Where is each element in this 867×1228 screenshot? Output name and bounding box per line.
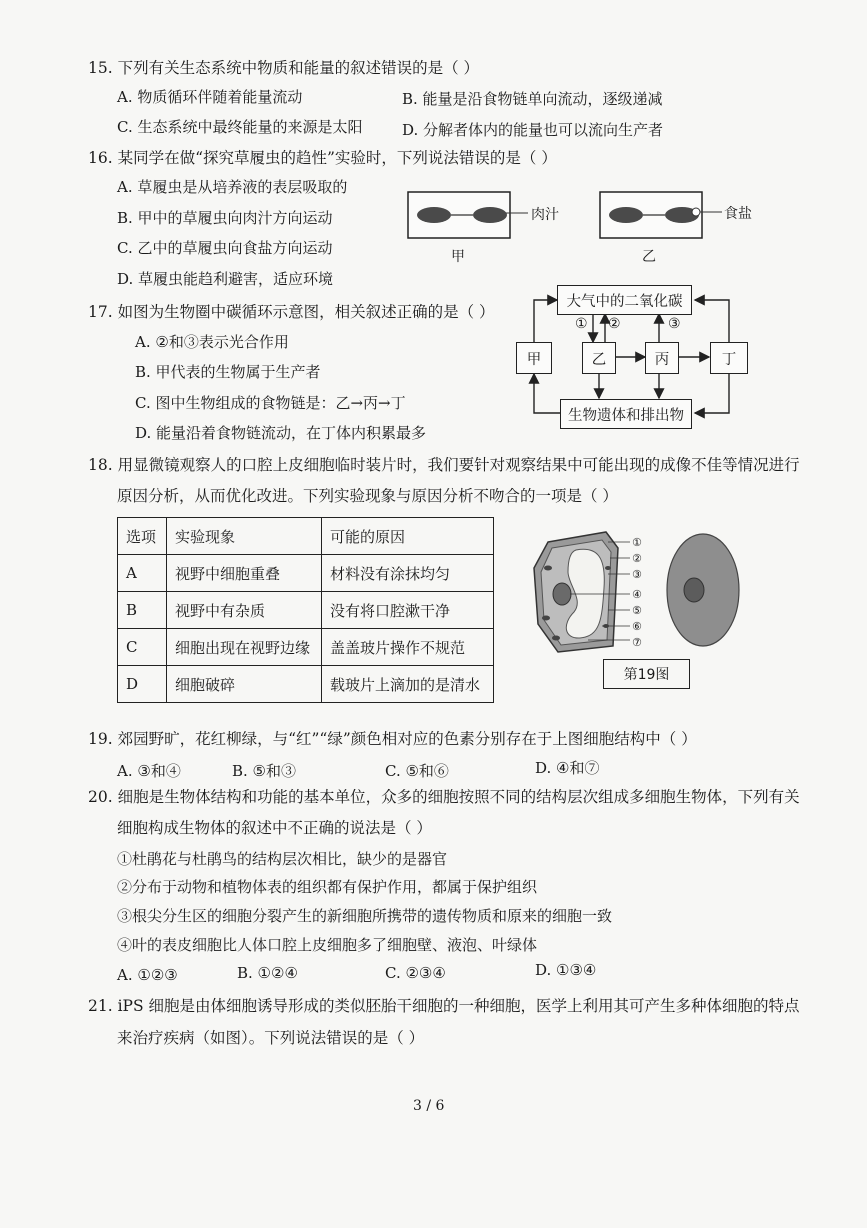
q17-option-b: B. 甲代表的生物属于生产者 bbox=[135, 363, 321, 381]
q18-stem-line2: 原因分析，从而优化改进。下列实验现象与原因分析不吻合的一项是（ ） bbox=[117, 487, 618, 505]
table-header-cell: 实验现象 bbox=[167, 518, 322, 555]
node-atmospheric-co2: 大气中的二氧化碳 bbox=[557, 285, 692, 315]
table-cell: C bbox=[118, 629, 167, 666]
arrow-label-1: ① bbox=[575, 316, 588, 332]
q16-option-b: B. 甲中的草履虫向肉汁方向运动 bbox=[117, 209, 333, 227]
q21-stem-line2: 来治疗疾病（如图）。下列说法错误的是（ ） bbox=[117, 1029, 425, 1047]
caption-yi: 乙 bbox=[642, 249, 656, 265]
q16-option-a: A. 草履虫是从培养液的表层吸取的 bbox=[117, 178, 348, 196]
q16-option-d: D. 草履虫能趋利避害，适应环境 bbox=[117, 270, 334, 288]
table-row bbox=[118, 555, 494, 592]
q16-option-c: C. 乙中的草履虫向食盐方向运动 bbox=[117, 239, 333, 257]
q16-stem: 16. 某同学在做“探究草履虫的趋性”实验时，下列说法错误的是（ ） bbox=[88, 149, 557, 167]
table-cell: 细胞破碎 bbox=[167, 666, 322, 703]
fig19-label: ⑦ bbox=[632, 636, 642, 649]
q19-option-b: B. ⑤和③ bbox=[232, 762, 297, 780]
q17-stem: 17. 如图为生物圈中碳循环示意图，相关叙述正确的是（ ） bbox=[88, 303, 495, 321]
q17-option-d: D. 能量沿着食物链流动，在丁体内积累最多 bbox=[135, 424, 427, 442]
q17-option-a: A. ②和③表示光合作用 bbox=[135, 333, 289, 351]
q18-table bbox=[117, 517, 494, 703]
table-header-row bbox=[118, 518, 494, 555]
table-cell: A bbox=[118, 555, 167, 592]
q20-statement-3: ③根尖分生区的细胞分裂产生的新细胞所携带的遗传物质和原来的细胞一致 bbox=[117, 907, 613, 925]
q19-option-c: C. ⑤和⑥ bbox=[385, 762, 449, 780]
arrow-label-2: ② bbox=[608, 316, 621, 332]
table-cell: 视野中有杂质 bbox=[167, 592, 322, 629]
q15-option-c: C. 生态系统中最终能量的来源是太阳 bbox=[117, 118, 363, 136]
table-cell: 细胞出现在视野边缘 bbox=[167, 629, 322, 666]
caption-jia: 甲 bbox=[451, 249, 465, 265]
table-cell: 没有将口腔漱干净 bbox=[322, 592, 494, 629]
fig19-label: ④ bbox=[632, 588, 642, 601]
table-cell: 盖盖玻片操作不规范 bbox=[322, 629, 494, 666]
node-ding: 丁 bbox=[710, 342, 748, 374]
q15-option-b: B. 能量是沿食物链单向流动，逐级递减 bbox=[402, 90, 663, 108]
q21-stem-line1: 21. iPS 细胞是由体细胞诱导形成的类似胚胎干细胞的一种细胞，医学上利用其可产生多种体细胞的特点 bbox=[88, 997, 800, 1015]
fig19-label: ① bbox=[632, 536, 642, 549]
table-cell: 材料没有涂抹均匀 bbox=[322, 555, 494, 592]
q18-stem-line1: 18. 用显微镜观察人的口腔上皮细胞临时装片时，我们要针对观察结果中可能出现的成像不佳等情况进行 bbox=[88, 456, 800, 474]
animal-cell-nucleus bbox=[684, 578, 704, 602]
q15-stem: 15. 下列有关生态系统中物质和能量的叙述错误的是（ ） bbox=[88, 59, 480, 77]
q20-option-d: D. ①③④ bbox=[535, 961, 597, 979]
q20-stem-line1: 20. 细胞是生物体结构和功能的基本单位，众多的细胞按照不同的结构层次组成多细胞生物体，下列有关 bbox=[88, 788, 800, 806]
fig19-cells bbox=[528, 528, 758, 658]
table-header-cell: 可能的原因 bbox=[322, 518, 494, 555]
node-bing: 丙 bbox=[645, 342, 679, 374]
q17-option-c: C. 图中生物组成的食物链是：乙→丙→丁 bbox=[135, 394, 406, 412]
table-cell: B bbox=[118, 592, 167, 629]
table-header-cell: 选项 bbox=[118, 518, 167, 555]
q15-option-a: A. 物质循环伴随着能量流动 bbox=[117, 88, 303, 106]
table-row bbox=[118, 666, 494, 703]
q20-statement-4: ④叶的表皮细胞比人体口腔上皮细胞多了细胞壁、液泡、叶绿体 bbox=[117, 936, 538, 954]
fig19-caption: 第19图 bbox=[603, 659, 690, 689]
table-cell: 载玻片上滴加的是清水 bbox=[322, 666, 494, 703]
table-cell: D bbox=[118, 666, 167, 703]
fig19-label: ③ bbox=[632, 568, 642, 581]
table-row bbox=[118, 629, 494, 666]
salt-crystal bbox=[692, 208, 700, 216]
drop-left-yi bbox=[609, 207, 643, 223]
drop-right-jia bbox=[473, 207, 507, 223]
q20-statement-2: ②分布于动物和植物体表的组织都有保护作用，都属于保护组织 bbox=[117, 878, 538, 896]
label-meat-juice: 肉汁 bbox=[531, 207, 559, 223]
q20-option-b: B. ①②④ bbox=[237, 964, 298, 982]
q19-stem: 19. 郊园野旷，花红柳绿，与“红”“绿”颜色相对应的色素分别存在于上图细胞结构中（ ） bbox=[88, 730, 697, 748]
node-yi: 乙 bbox=[582, 342, 616, 374]
fig19-label: ⑤ bbox=[632, 604, 642, 617]
q20-option-a: A. ①②③ bbox=[117, 966, 178, 984]
plant-cell-nucleus bbox=[553, 583, 571, 605]
drop-left-jia bbox=[417, 207, 451, 223]
node-jia: 甲 bbox=[516, 342, 552, 374]
fig19-label: ⑥ bbox=[632, 620, 642, 633]
q20-option-c: C. ②③④ bbox=[385, 964, 446, 982]
table-row bbox=[118, 592, 494, 629]
fig19-label: ② bbox=[632, 552, 642, 565]
q19-option-d: D. ④和⑦ bbox=[535, 759, 600, 777]
q20-stem-line2: 细胞构成生物体的叙述中不正确的说法是（ ） bbox=[117, 819, 432, 837]
page-number: 3 / 6 bbox=[413, 1098, 445, 1114]
table-cell: 视野中细胞重叠 bbox=[167, 555, 322, 592]
fig19-label-list bbox=[632, 535, 642, 651]
node-remains: 生物遗体和排出物 bbox=[560, 399, 692, 429]
label-salt: 食盐 bbox=[724, 206, 752, 222]
arrow-label-3: ③ bbox=[668, 316, 681, 332]
q20-statement-1: ①杜鹃花与杜鹃鸟的结构层次相比，缺少的是器官 bbox=[117, 850, 448, 868]
q19-option-a: A. ③和④ bbox=[117, 762, 181, 780]
q15-option-d: D. 分解者体内的能量也可以流向生产者 bbox=[402, 121, 664, 139]
